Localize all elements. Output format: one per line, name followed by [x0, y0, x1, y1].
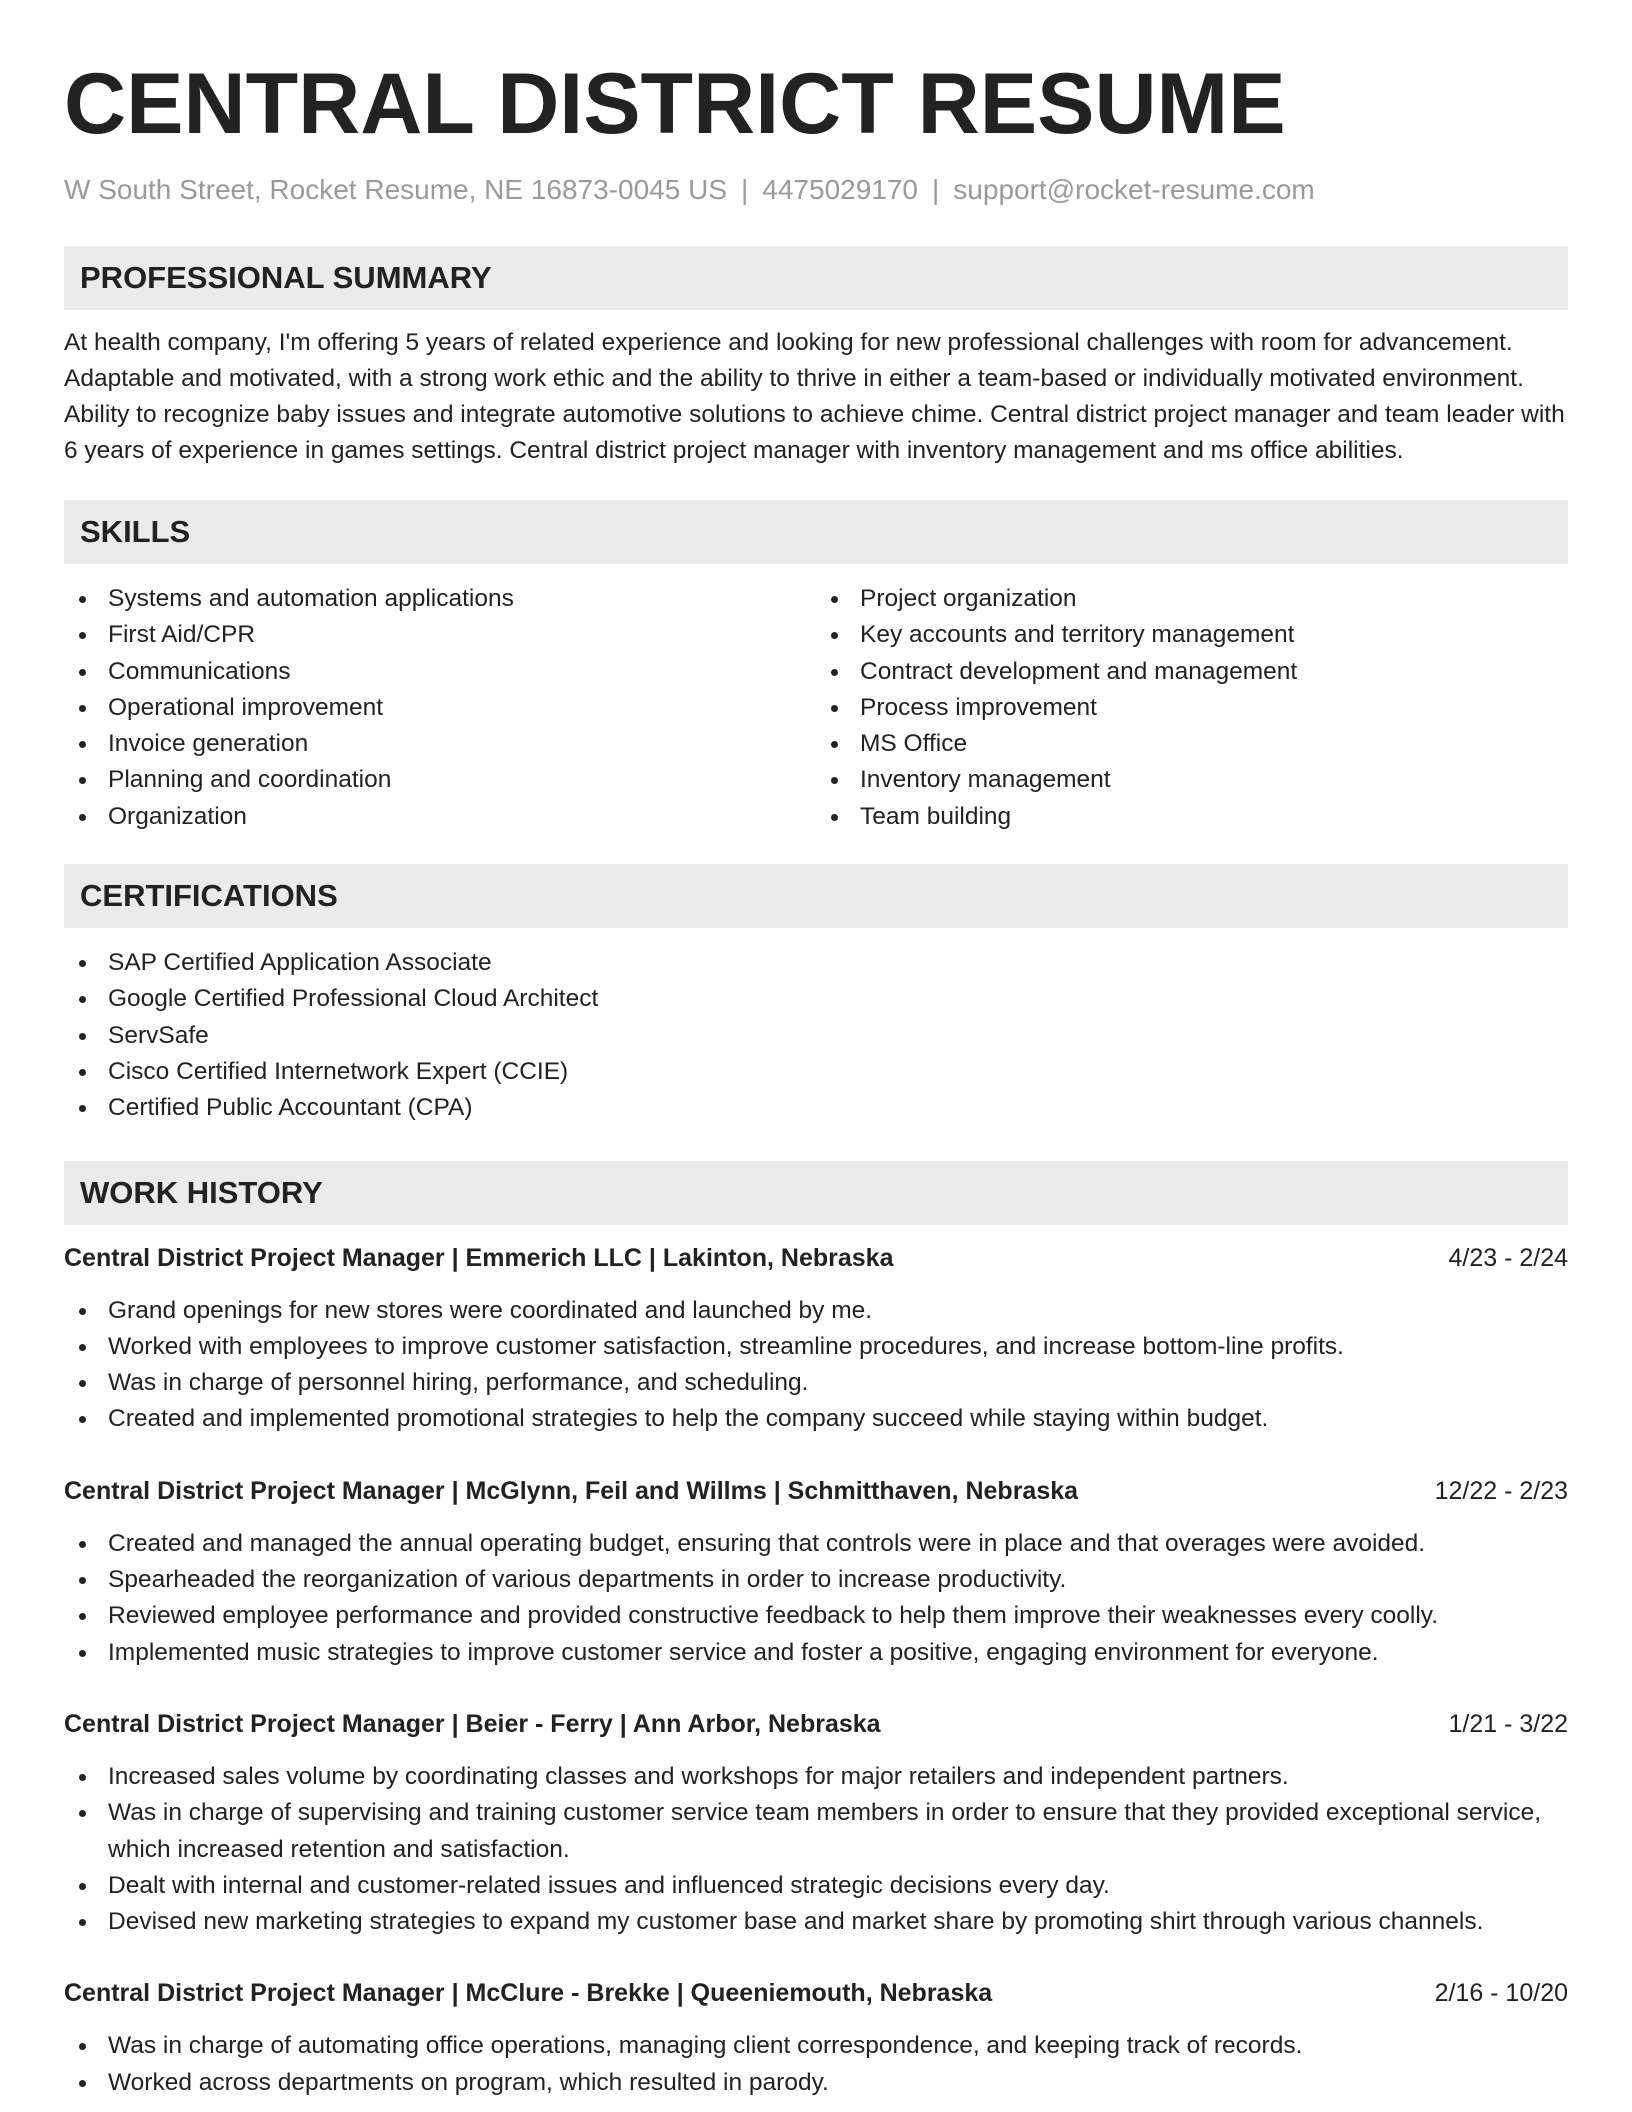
list-item: Planning and coordination	[64, 762, 816, 798]
summary-heading: PROFESSIONAL SUMMARY	[64, 246, 1568, 310]
list-item: Systems and automation applications	[64, 581, 816, 617]
contact-separator: |	[741, 174, 749, 205]
list-item: Process improvement	[816, 690, 1568, 726]
job-bullets	[64, 1293, 1568, 1438]
job-title: Central District Project Manager | Emmerich LLC | Lakinton, Nebraska	[64, 1243, 894, 1272]
job-header	[64, 1976, 1568, 2010]
job-entry	[64, 1241, 1568, 1438]
job-bullets	[64, 1526, 1568, 1671]
work-history-list	[64, 1241, 1568, 2101]
list-item: Grand openings for new stores were coordinated and launched by me.	[64, 1293, 1568, 1329]
list-item: Dealt with internal and customer-related issues and influenced strategic decisions every day.	[64, 1868, 1568, 1904]
list-item: Inventory management	[816, 762, 1568, 798]
job-header	[64, 1474, 1568, 1508]
job-dates: 2/16 - 10/20	[1434, 1979, 1568, 2008]
job-entry	[64, 1976, 1568, 2101]
list-item: Was in charge of automating office operations, managing client correspondence, and keeping track of records.	[64, 2028, 1568, 2064]
contact-email: support@rocket-resume.com	[953, 174, 1315, 205]
resume-name: CENTRAL DISTRICT RESUME	[64, 56, 1286, 152]
certifications-list	[64, 945, 1568, 1126]
list-item: Created and implemented promotional strategies to help the company succeed while staying within budget.	[64, 1401, 1568, 1437]
job-entry	[64, 1707, 1568, 1940]
list-item: Certified Public Accountant (CPA)	[64, 1090, 1568, 1126]
work-history-heading: WORK HISTORY	[64, 1161, 1568, 1225]
list-item: Reviewed employee performance and provided constructive feedback to help them improve their weaknesses every coolly.	[64, 1598, 1568, 1634]
job-dates: 12/22 - 2/23	[1434, 1476, 1568, 1505]
skills-list-right	[816, 581, 1568, 835]
list-item: Operational improvement	[64, 690, 816, 726]
job-entry	[64, 1474, 1568, 1671]
certifications-heading: CERTIFICATIONS	[64, 864, 1568, 928]
list-item: Increased sales volume by coordinating classes and workshops for major retailers and independent partners.	[64, 1759, 1568, 1795]
job-header	[64, 1241, 1568, 1275]
job-dates: 4/23 - 2/24	[1448, 1243, 1568, 1272]
list-item: Invoice generation	[64, 726, 816, 762]
job-bullets	[64, 2028, 1568, 2101]
job-title: Central District Project Manager | Beier - Ferry | Ann Arbor, Nebraska	[64, 1709, 881, 1738]
contact-line	[64, 172, 1568, 208]
list-item: Organization	[64, 799, 816, 835]
skills-heading: SKILLS	[64, 500, 1568, 564]
job-dates: 1/21 - 3/22	[1448, 1709, 1568, 1738]
contact-separator: |	[932, 174, 940, 205]
job-title: Central District Project Manager | McGlynn, Feil and Willms | Schmitthaven, Nebraska	[64, 1476, 1079, 1505]
list-item: Team building	[816, 799, 1568, 835]
job-title: Central District Project Manager | McClure - Brekke | Queeniemouth, Nebraska	[64, 1979, 993, 2008]
list-item: Project organization	[816, 581, 1568, 617]
list-item: First Aid/CPR	[64, 617, 816, 653]
skills-list-left	[64, 581, 816, 835]
job-bullets	[64, 1759, 1568, 1940]
list-item: MS Office	[816, 726, 1568, 762]
list-item: Key accounts and territory management	[816, 617, 1568, 653]
list-item: Was in charge of personnel hiring, performance, and scheduling.	[64, 1365, 1568, 1401]
list-item: Communications	[64, 654, 816, 690]
list-item: Google Certified Professional Cloud Architect	[64, 981, 1568, 1017]
list-item: Cisco Certified Internetwork Expert (CCIE)	[64, 1054, 1568, 1090]
contact-phone: 4475029170	[762, 174, 919, 205]
list-item: ServSafe	[64, 1018, 1568, 1054]
list-item: SAP Certified Application Associate	[64, 945, 1568, 981]
summary-text: At health company, I'm offering 5 years of related experience and looking for new professional challenges with room for advancement. Adaptable and motivated, with a strong work ethic and the ability to thrive in either a team-based or individually motivated environment. Ability to recognize baby issues and integrate automotive solutions to achieve chime. Central district project manager and team leader with 6 years of experience in games settings. Central district project manager with inventory management and ms office abilities.	[64, 329, 1565, 464]
list-item: Spearheaded the reorganization of various departments in order to increase productivity.	[64, 1562, 1568, 1598]
contact-address: W South Street, Rocket Resume, NE 16873-0045 US	[64, 174, 727, 205]
list-item: Was in charge of supervising and training customer service team members in order to ensure that they provided exceptional service, which increased retention and satisfaction.	[64, 1795, 1568, 1868]
job-header	[64, 1707, 1568, 1741]
list-item: Implemented music strategies to improve customer service and foster a positive, engaging environment for everyone.	[64, 1635, 1568, 1671]
list-item: Devised new marketing strategies to expand my customer base and market share by promoting shirt through various channels.	[64, 1904, 1568, 1940]
list-item: Worked across departments on program, which resulted in parody.	[64, 2065, 1568, 2101]
list-item: Worked with employees to improve customer satisfaction, streamline procedures, and increase bottom-line profits.	[64, 1329, 1568, 1365]
skills-columns	[64, 581, 1568, 835]
list-item: Contract development and management	[816, 654, 1568, 690]
list-item: Created and managed the annual operating budget, ensuring that controls were in place and that overages were avoided.	[64, 1526, 1568, 1562]
